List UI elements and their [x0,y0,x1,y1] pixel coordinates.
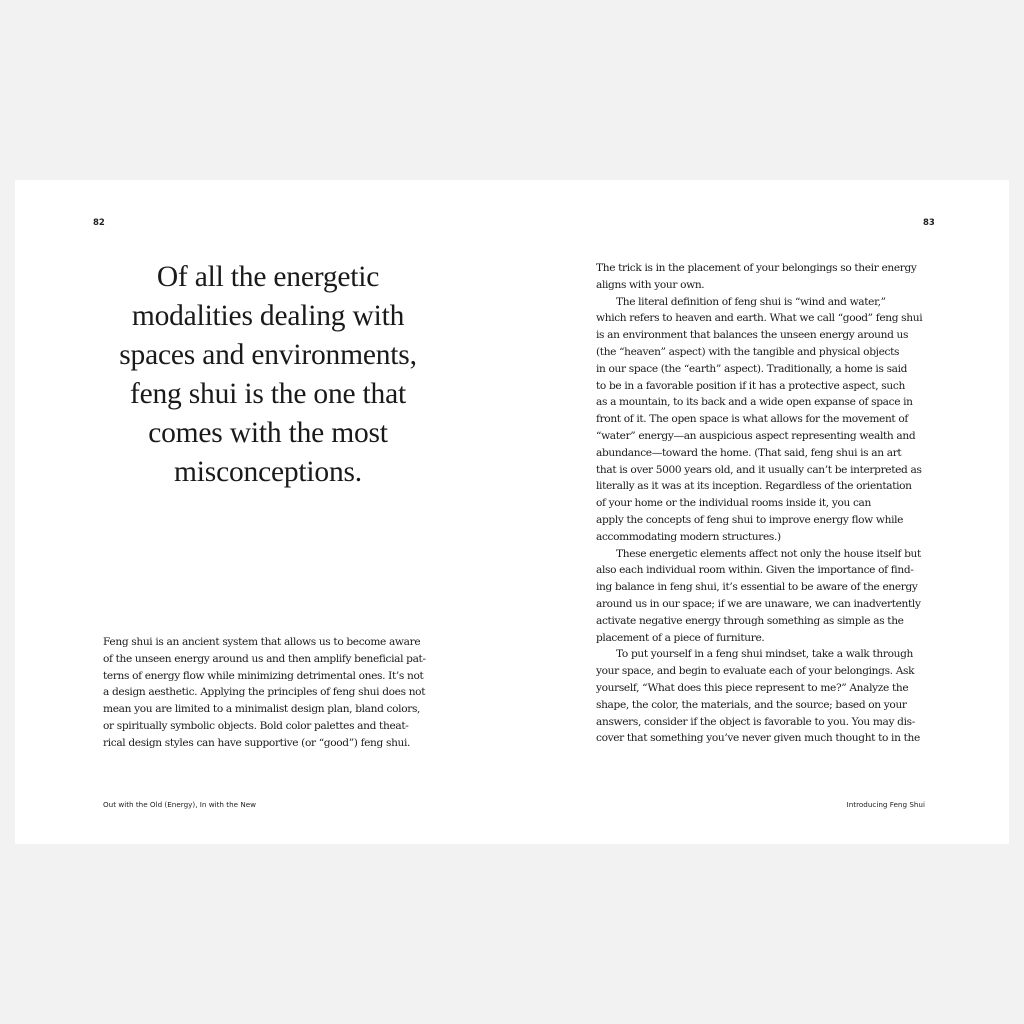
body-line: Feng shui is an ancient system that allows us to become aware [103,636,421,648]
body-paragraph [596,546,936,647]
body-line: terns of energy flow while minimizing detrimental ones. It’s not [103,669,424,682]
body-line: to be in a favorable position if it has a protective aspect, such [596,379,905,392]
body-line: as a mountain, to its back and a wide open expanse of space in [596,396,913,409]
body-line: abundance—toward the home. (That said, feng shui is an art [596,446,902,459]
body-line: activate negative energy through something as simple as the [596,614,904,627]
page-number-right: 83 [923,218,935,228]
body-line: answers, consider if the object is favorable to you. You may dis- [596,715,915,728]
body-line: or spiritually symbolic objects. Bold color palettes and theat- [103,719,409,732]
pull-quote-line: spaces and environments, [119,339,417,371]
body-line: which refers to heaven and earth. What we call “good” feng shui [596,312,923,325]
pull-quote-line: Of all the energetic [156,261,380,293]
body-line: shape, the color, the materials, and the source; based on your [596,698,907,711]
page-number-left: 82 [93,218,105,228]
body-line: cover that something you’ve never given much thought to in the [596,732,920,745]
body-line: (the “heaven” aspect) with the tangible and physical objects [596,345,900,358]
body-line: The trick is in the placement of your belongings so their energy [596,262,917,274]
body-line: yourself, “What does this piece represent to me?” Analyze the [596,681,909,694]
body-line: that is over 5000 years old, and it usually can’t be interpreted as [596,463,922,476]
body-line: “water” energy—an auspicious aspect representing wealth and [596,429,916,442]
body-paragraph [596,646,936,747]
body-line: your space, and begin to evaluate each of your belongings. Ask [596,665,915,678]
body-line: These energetic elements affect not only the house itself but [616,547,921,560]
body-line: The literal definition of feng shui is “wind and water,” [616,295,886,308]
body-paragraph [596,294,936,546]
body-paragraph [596,260,936,294]
body-line: accommodating modern structures.) [596,530,781,543]
right-body-text [596,260,936,747]
body-line: of your home or the individual rooms inside it, you can [596,497,872,510]
body-line: ing balance in feng shui, it’s essential to be aware of the energy [596,581,918,594]
running-footer-left: Out with the Old (Energy), In with the New [103,800,257,809]
body-line: apply the concepts of feng shui to improve energy flow while [596,513,904,526]
body-line: around us in our space; if we are unaware, we can inadvertently [596,597,921,610]
body-line: rical design styles can have supportive (or “good”) feng shui. [103,736,411,749]
pull-quote [103,258,433,492]
pull-quote-line: modalities dealing with [131,300,405,332]
body-line: of the unseen energy around us and then amplify beneficial pat- [103,652,426,665]
body-line: literally as it was at its inception. Regardless of the orientation [596,480,912,493]
book-spread [15,180,1009,844]
left-body-paragraph [103,634,438,752]
body-line: mean you are limited to a minimalist design plan, bland colors, [103,703,421,716]
body-line: front of it. The open space is what allows for the movement of [596,413,908,426]
body-line: a design aesthetic. Applying the principles of feng shui does not [103,686,426,699]
pull-quote-line: misconceptions. [174,456,362,488]
pull-quote-line: feng shui is the one that [129,378,406,410]
running-footer-right: Introducing Feng Shui [846,800,925,809]
body-line: also each individual room within. Given the importance of find- [596,564,914,577]
pull-quote-line: comes with the most [148,417,388,449]
body-line: To put yourself in a feng shui mindset, take a walk through [616,648,914,661]
body-line: aligns with your own. [596,278,705,291]
body-line: is an environment that balances the unseen energy around us [596,329,909,342]
body-line: in our space (the “earth” aspect). Traditionally, a home is said [596,362,908,375]
body-line: placement of a piece of furniture. [596,631,765,644]
